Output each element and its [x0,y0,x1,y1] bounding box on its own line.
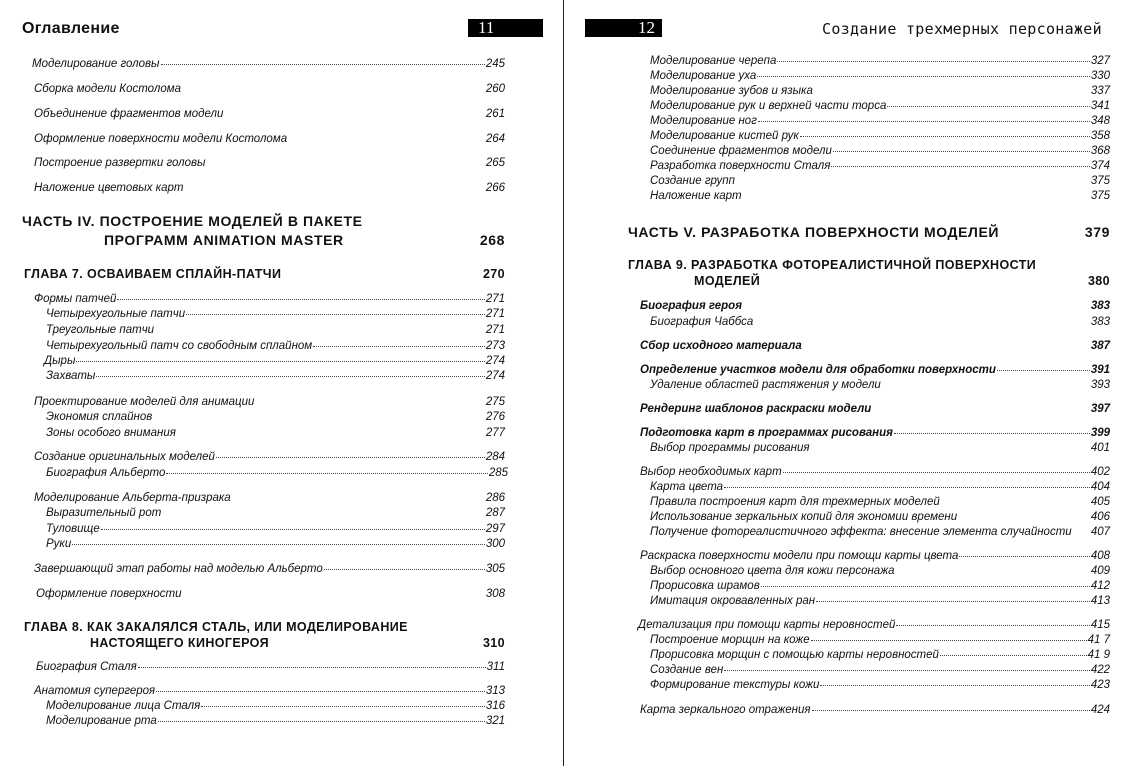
toc-entry [628,224,1110,240]
toc-entry-title: ГЛАВА 8. КАК ЗАКАЛЯЛСЯ СТАЛЬ, ИЛИ МОДЕЛИРОВАНИЕ [24,620,408,634]
toc-entry-page: 274 [485,355,505,367]
toc-entry-page: 337 [1090,85,1110,97]
toc-entry [640,427,1110,439]
toc-entry-title: Построение развертки головы [34,157,206,169]
toc-entry [650,100,1110,112]
toc-entry [34,293,505,305]
toc-entry-title: Моделирование черепа [650,55,777,67]
left-page-number: 11 [468,19,543,37]
dot-leader [138,667,486,668]
right-page-header-title: Создание трехмерных персонажей [822,20,1102,38]
toc-entry [650,379,1110,391]
toc-entry-page: 313 [485,685,505,697]
toc-entry-title: Формирование текстуры кожи [650,679,820,691]
toc-entry-page: 391 [1090,364,1110,376]
toc-entry [46,538,505,550]
toc-entry-title: Удаление областей растяжения у модели [650,379,881,391]
toc-entry-page: 270 [482,267,505,281]
toc-entry-title: Моделирование Альберта-призрака [34,492,231,504]
toc-entry-page: 321 [485,715,505,727]
dot-leader [724,487,1090,488]
toc-entry-page: 413 [1090,595,1110,607]
toc-entry [650,679,1110,691]
toc-entry-title: Соединение фрагментов модели [650,145,832,157]
toc-entry [34,563,505,575]
toc-entry [46,308,505,320]
toc-entry-title: Раскраска поверхности модели при помощи карты цвета [640,550,959,562]
toc-entry-page: 260 [485,83,505,95]
dot-leader [757,76,1090,77]
toc-entry-title: Моделирование кистей рук [650,130,799,142]
toc-entry-page: 399 [1090,427,1110,439]
dot-leader [76,361,484,362]
toc-entry-page: 297 [485,523,505,535]
toc-entry-title: Использование зеркальных копий для экономии времени [650,511,958,523]
toc-entry-page: 383 [1090,316,1110,328]
dot-leader [997,370,1090,371]
dot-leader [156,691,485,692]
toc-entry [104,232,505,248]
toc-entry-page: 271 [485,308,505,320]
toc-entry-page: 406 [1090,511,1110,523]
toc-entry-title: Наложение карт [650,190,742,202]
toc-entry [36,661,505,673]
toc-entry-page: 264 [485,133,505,145]
toc-entry-page: 308 [485,588,505,600]
toc-entry-title: Подготовка карт в программах рисования [640,427,893,439]
dot-leader [831,166,1089,167]
left-page [0,0,562,766]
toc-entry-title: Моделирование рук и верхней части торса [650,100,887,112]
toc-entry-title: Объединение фрагментов модели [34,108,224,120]
dot-leader [959,556,1089,557]
dot-leader [811,640,1087,641]
dot-leader [158,721,485,722]
toc-entry-page: 261 [485,108,505,120]
toc-entry-page: 266 [485,182,505,194]
right-page-number: 12 [585,19,662,37]
toc-entry [694,274,1110,288]
toc-entry-page: 300 [485,538,505,550]
toc-entry-title: Формы патчей [34,293,117,305]
toc-entry-title: Завершающий этап работы над моделью Альберто [34,563,323,575]
toc-entry [34,492,505,504]
toc-entry [650,595,1110,607]
toc-entry-title: ЧАСТЬ V. РАЗРАБОТКА ПОВЕРХНОСТИ МОДЕЛЕЙ [628,224,1000,240]
toc-entry-title: Дыры [44,355,76,367]
toc-entry [650,130,1110,142]
toc-entry [46,411,505,423]
toc-entry-page: 401 [1090,442,1110,454]
toc-entry [650,565,1110,577]
toc-entry [34,182,505,194]
toc-entry-title: Построение морщин на коже [650,634,810,646]
toc-entry-title: Выбор необходимых карт [640,466,782,478]
toc-entry-page: 277 [485,427,505,439]
toc-entry-page: 316 [485,700,505,712]
toc-entry-title: Сборка модели Костолома [34,83,181,95]
toc-entry [640,550,1110,562]
toc-entry-title: ГЛАВА 7. ОСВАИВАЕМ СПЛАЙН-ПАТЧИ [24,267,282,281]
toc-entry [650,115,1110,127]
toc-entry-page: 265 [485,157,505,169]
toc-entry-title: Биография героя [640,300,742,312]
toc-entry-page: 41 7 [1087,634,1110,646]
toc-entry [34,83,505,95]
toc-entry-title: ЧАСТЬ IV. ПОСТРОЕНИЕ МОДЕЛЕЙ В ПАКЕТЕ [22,213,363,229]
toc-entry-title: Выразительный рот [46,507,162,519]
toc-entry-page: 284 [485,451,505,463]
dot-leader [201,706,485,707]
toc-entry [650,580,1110,592]
toc-entry-page: 387 [1090,340,1110,352]
toc-entry-title: Захваты [46,370,96,382]
dot-leader [161,64,485,65]
toc-entry-title: МОДЕЛЕЙ [694,274,761,288]
toc-entry-title: Рендеринг шаблонов раскраски модели [640,403,872,415]
dot-leader [216,457,485,458]
toc-entry-page: 286 [485,492,505,504]
toc-entry-page: 274 [485,370,505,382]
toc-entry [640,340,1110,352]
left-page-header-title: Оглавление [22,20,120,37]
toc-entry [650,481,1110,493]
dot-leader [812,710,1090,711]
dot-leader [800,136,1090,137]
toc-entry-page: 311 [486,661,505,673]
toc-entry-title: Прорисовка морщин с помощью карты неровностей [650,649,939,661]
toc-entry-page: 305 [485,563,505,575]
toc-entry-title: Детализация при помощи карты неровностей [638,619,896,631]
dot-leader [783,472,1090,473]
toc-entry-title: Биография Альберто [46,467,166,479]
toc-entry-page: 380 [1087,274,1110,288]
toc-entry-title: НАСТОЯЩЕГО КИНОГЕРОЯ [90,636,270,650]
toc-entry-title: Правила построения карт для трехмерных моделей [650,496,940,508]
toc-entry-page: 393 [1090,379,1110,391]
toc-entry-title: Создание вен [650,664,724,676]
toc-entry-title: Анатомия супергероя [34,685,155,697]
dot-leader [894,433,1090,434]
toc-entry-page: 375 [1090,175,1110,187]
toc-entry-page: 412 [1090,580,1110,592]
toc-entry [46,324,505,336]
toc-entry [34,396,505,408]
toc-entry-page: 409 [1090,565,1110,577]
toc-entry [46,523,505,535]
toc-entry-title: Создание групп [650,175,735,187]
toc-entry [628,258,1110,272]
toc-entry-page: 245 [485,58,505,70]
dot-leader [896,625,1089,626]
toc-entry-title: Выбор основного цвета для кожи персонажа [650,565,895,577]
toc-entry [640,704,1110,716]
toc-entry-title: Выбор программы рисования [650,442,810,454]
toc-entry-page: 273 [485,340,505,352]
dot-leader [117,299,484,300]
toc-entry-title: Создание оригинальных моделей [34,451,215,463]
toc-entry-title: Получение фотореалистичного эффекта: внесение элемента случайности [650,526,1072,538]
toc-entry-title: Моделирование ног [650,115,757,127]
toc-entry-title: Туловище [46,523,100,535]
toc-entry-page: 271 [485,324,505,336]
toc-entry-page: 402 [1090,466,1110,478]
toc-entry [650,55,1110,67]
toc-entry-title: Треугольные патчи [46,324,155,336]
dot-leader [72,544,485,545]
toc-entry [650,145,1110,157]
toc-entry-title: Биография Сталя [36,661,137,673]
toc-entry-title: Сбор исходного материала [640,340,802,352]
toc-entry-page: 405 [1090,496,1110,508]
toc-entry-page: 383 [1090,300,1110,312]
toc-entry-title: Экономия сплайнов [46,411,153,423]
toc-entry-page: 275 [485,396,505,408]
dot-leader [724,670,1089,671]
toc-entry-page: 285 [488,467,508,479]
toc-entry-title: Четырехугольные патчи [46,308,186,320]
dot-leader [186,314,485,315]
toc-entry [44,355,505,367]
page-divider [563,0,564,766]
toc-entry [34,451,505,463]
toc-entry [650,649,1110,661]
toc-entry-title: Наложение цветовых карт [34,182,184,194]
toc-entry-page: 375 [1090,190,1110,202]
toc-entry [640,300,1110,312]
toc-entry-title: Карта зеркального отражения [640,704,811,716]
toc-entry-title: Моделирование головы [32,58,160,70]
toc-entry-page: 379 [1084,224,1110,240]
dot-leader [313,346,485,347]
toc-entry [650,160,1110,172]
toc-entry-title: Оформление поверхности [36,588,182,600]
toc-entry [640,364,1110,376]
toc-entry [46,467,508,479]
toc-entry-page: 408 [1090,550,1110,562]
toc-entry-title: Биография Чаббса [650,316,754,328]
toc-entry-page: 276 [485,411,505,423]
toc-entry-title: Зоны особого внимания [46,427,176,439]
toc-entry-title: Определение участков модели для обработки поверхности [640,364,996,376]
toc-entry-page: 407 [1090,526,1110,538]
toc-entry [32,58,505,70]
toc-entry-title: Моделирование рта [46,715,157,727]
dot-leader [101,529,485,530]
toc-entry-page: 423 [1090,679,1110,691]
toc-entry-title: Руки [46,538,72,550]
toc-entry [46,715,505,727]
toc-entry [46,427,505,439]
toc-entry [36,588,505,600]
toc-entry-page: 374 [1090,160,1110,172]
toc-entry [650,316,1110,328]
toc-entry-page: 368 [1090,145,1110,157]
dot-leader [816,601,1090,602]
toc-entry-page: 341 [1090,100,1110,112]
toc-entry-page: 358 [1090,130,1110,142]
toc-entry [650,85,1110,97]
toc-entry-page: 310 [482,636,505,650]
toc-entry [638,619,1110,631]
toc-entry [46,507,505,519]
toc-entry-title: Моделирование уха [650,70,757,82]
toc-entry-title: Моделирование зубов и языка [650,85,813,97]
toc-entry-page: 327 [1090,55,1110,67]
toc-entry [650,634,1110,646]
toc-entry [46,370,505,382]
toc-entry [640,466,1110,478]
toc-entry [650,70,1110,82]
toc-entry-title: Моделирование лица Сталя [46,700,201,712]
toc-entry [46,340,505,352]
toc-entry-title: Прорисовка шрамов [650,580,760,592]
toc-entry-page: 348 [1090,115,1110,127]
toc-entry-page: 271 [485,293,505,305]
toc-entry-page: 415 [1090,619,1110,631]
dot-leader [820,685,1089,686]
dot-leader [324,569,485,570]
toc-entry [640,403,1110,415]
toc-entry-title: ПРОГРАММ ANIMATION MASTER [104,232,344,248]
toc-entry [34,157,505,169]
toc-entry [24,267,505,281]
toc-entry [46,700,505,712]
toc-entry [22,213,505,229]
dot-leader [833,151,1090,152]
dot-leader [777,61,1089,62]
dot-leader [96,376,484,377]
toc-entry-title: Проектирование моделей для анимации [34,396,255,408]
toc-entry [34,133,505,145]
toc-entry-page: 404 [1090,481,1110,493]
toc-entry [650,442,1110,454]
toc-entry [90,636,505,650]
toc-entry-page: 422 [1090,664,1110,676]
toc-entry-title: Карта цвета [650,481,724,493]
dot-leader [887,106,1089,107]
toc-entry-page: 268 [479,232,505,248]
dot-leader [166,473,487,474]
toc-entry-title: Разработка поверхности Сталя [650,160,831,172]
toc-entry-title: ГЛАВА 9. РАЗРАБОТКА ФОТОРЕАЛИСТИЧНОЙ ПОВЕРХНОСТИ [628,258,1037,272]
toc-entry [650,664,1110,676]
dot-leader [761,586,1090,587]
dot-leader [940,655,1087,656]
toc-entry [650,190,1110,202]
toc-entry [650,526,1110,538]
toc-entry-page: 41 9 [1087,649,1110,661]
right-page [566,0,1142,766]
toc-entry [650,511,1110,523]
toc-entry-page: 397 [1090,403,1110,415]
toc-entry-title: Имитация окровавленных ран [650,595,816,607]
toc-entry [34,108,505,120]
toc-entry-title: Четырехугольный патч со свободным сплайном [46,340,313,352]
toc-entry [650,496,1110,508]
toc-entry-title: Оформление поверхности модели Костолома [34,133,288,145]
toc-entry-page: 287 [485,507,505,519]
toc-entry [24,620,505,634]
toc-entry [650,175,1110,187]
toc-entry-page: 424 [1090,704,1110,716]
toc-entry [34,685,505,697]
toc-entry-page: 330 [1090,70,1110,82]
dot-leader [758,121,1090,122]
